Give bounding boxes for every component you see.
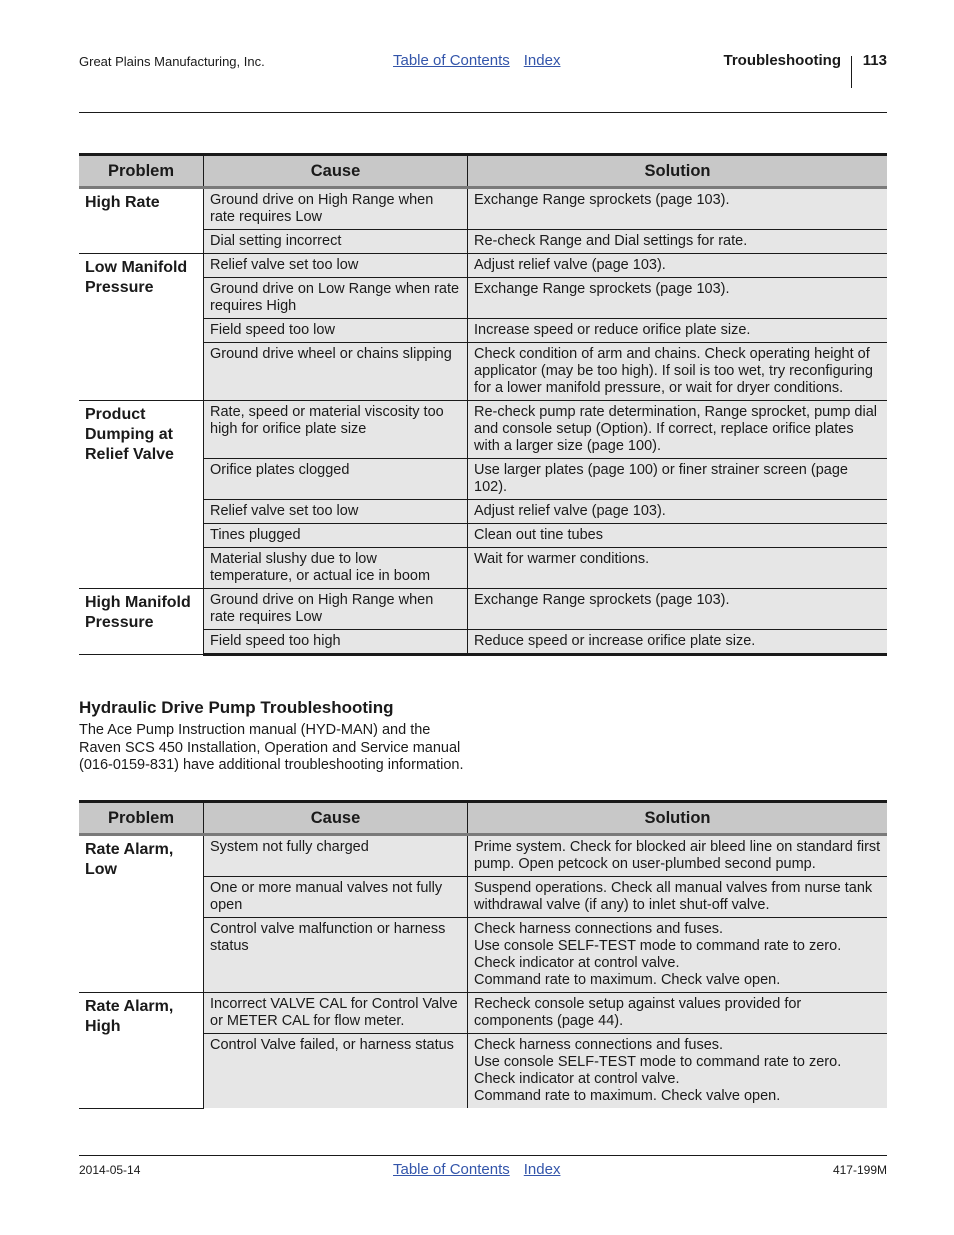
cause-cell: Relief valve set too low — [204, 500, 468, 524]
header-solution: Solution — [468, 155, 888, 188]
cause-cell: Control valve malfunction or harness status — [204, 918, 468, 993]
solution-cell: Use larger plates (page 100) or finer strainer screen (page 102). — [468, 459, 888, 500]
cause-cell: Dial setting incorrect — [204, 230, 468, 254]
problem-cell: High Rate — [79, 188, 204, 254]
document-number: 417-199M — [832, 1163, 887, 1177]
header-cause: Cause — [204, 155, 468, 188]
problem-cell: Rate Alarm, Low — [79, 835, 204, 993]
footer-nav — [393, 1161, 574, 1178]
solution-cell: Check condition of arm and chains. Check operating height of applicator (may be too high). If soil is too wet, try reconfiguring for a lower manifold pressure, or wait for dryer conditions. — [468, 343, 888, 401]
table-row — [79, 188, 887, 230]
solution-cell: Re-check Range and Dial settings for rate. — [468, 230, 888, 254]
table-row — [79, 254, 887, 278]
cause-cell: Ground drive on Low Range when rate requires High — [204, 278, 468, 319]
table-row — [79, 401, 887, 459]
solution-cell: Wait for warmer conditions. — [468, 548, 888, 589]
section-title: Troubleshooting — [723, 52, 841, 69]
table-header-row — [79, 155, 887, 188]
cause-cell: Ground drive wheel or chains slipping — [204, 343, 468, 401]
cause-cell: Field speed too high — [204, 630, 468, 655]
cause-cell: Material slushy due to low temperature, or actual ice in boom — [204, 548, 468, 589]
solution-line: Use console SELF-TEST mode to command rate to zero. — [474, 1054, 842, 1070]
solution-cell: Increase speed or reduce orifice plate size. — [468, 319, 888, 343]
solution-line: Check indicator at control valve. — [474, 955, 680, 971]
solution-line: Check harness connections and fuses. — [474, 921, 724, 937]
solution-line: Command rate to maximum. Check valve open. — [474, 972, 781, 988]
table-header-row — [79, 802, 887, 835]
header-problem: Problem — [79, 802, 204, 835]
header-cause: Cause — [204, 802, 468, 835]
cause-cell: Control Valve failed, or harness status — [204, 1034, 468, 1109]
solution-cell: Reduce speed or increase orifice plate size. — [468, 630, 888, 655]
index-link[interactable]: Index — [523, 52, 561, 69]
problem-cell: Rate Alarm, High — [79, 993, 204, 1109]
cause-cell: Tines plugged — [204, 524, 468, 548]
solution-cell — [468, 918, 888, 993]
troubleshooting-table-2 — [79, 800, 887, 1109]
header-rule — [79, 112, 887, 113]
problem-cell: Low Manifold Pressure — [79, 254, 204, 401]
footer-index-link[interactable]: Index — [523, 1161, 561, 1178]
cause-cell: Rate, speed or material viscosity too high for orifice plate size — [204, 401, 468, 459]
solution-cell — [468, 835, 888, 877]
footer-date: 2014-05-14 — [79, 1163, 141, 1177]
toc-link[interactable]: Table of Contents — [393, 52, 510, 69]
section-paragraph: The Ace Pump Instruction manual (HYD-MAN) and the Raven SCS 450 Installation, Operation and Service manual (016-0159-831) have additional troubleshooting information. — [79, 722, 464, 773]
solution-line: Command rate to maximum. Check valve open. — [474, 1088, 781, 1104]
solution-cell — [468, 877, 888, 918]
cause-cell: Incorrect VALVE CAL for Control Valve or METER CAL for flow meter. — [204, 993, 468, 1034]
solution-cell: Adjust relief valve (page 103). — [468, 254, 888, 278]
solution-line: Check harness connections and fuses. — [474, 1037, 724, 1053]
solution-line: Check indicator at control valve. — [474, 1071, 680, 1087]
header-nav — [393, 52, 574, 69]
cause-cell: One or more manual valves not fully open — [204, 877, 468, 918]
header-problem: Problem — [79, 155, 204, 188]
solution-cell: Clean out tine tubes — [468, 524, 888, 548]
table-row — [79, 589, 887, 630]
page-header — [79, 50, 887, 90]
cause-cell: Orifice plates clogged — [204, 459, 468, 500]
problem-cell: High Manifold Pressure — [79, 589, 204, 655]
solution-line: Suspend operations. Check all manual valves from nurse tank withdrawal valve (if any) to inlet shut-off valve. — [474, 880, 873, 913]
page-number: 113 — [862, 52, 887, 69]
solution-cell: Re-check pump rate determination, Range sprocket, pump dial and console setup (Option). If correct, replace orifice plates with a larger size (page 100). — [468, 401, 888, 459]
cause-cell: Ground drive on High Range when rate requires Low — [204, 188, 468, 230]
company-name: Great Plains Manufacturing, Inc. — [79, 54, 265, 69]
footer-toc-link[interactable]: Table of Contents — [393, 1161, 510, 1178]
header-divider — [851, 56, 852, 88]
solution-cell — [468, 993, 888, 1034]
header-solution: Solution — [468, 802, 888, 835]
cause-cell: Field speed too low — [204, 319, 468, 343]
solution-cell: Exchange Range sprockets (page 103). — [468, 589, 888, 630]
solution-cell: Adjust relief valve (page 103). — [468, 500, 888, 524]
section-heading: Hydraulic Drive Pump Troubleshooting — [79, 698, 394, 717]
table-row — [79, 993, 887, 1034]
solution-cell: Exchange Range sprockets (page 103). — [468, 188, 888, 230]
troubleshooting-table-1 — [79, 153, 887, 656]
cause-cell: System not fully charged — [204, 835, 468, 877]
solution-cell: Exchange Range sprockets (page 103). — [468, 278, 888, 319]
solution-line: Prime system. Check for blocked air bleed line on standard first pump. Open petcock on user-plumbed second pump. — [474, 839, 881, 872]
solution-cell — [468, 1034, 888, 1109]
cause-cell: Ground drive on High Range when rate requires Low — [204, 589, 468, 630]
problem-cell: Product Dumping at Relief Valve — [79, 401, 204, 589]
solution-line: Recheck console setup against values provided for components (page 44). — [474, 996, 802, 1029]
table-row — [79, 835, 887, 877]
solution-line: Use console SELF-TEST mode to command rate to zero. — [474, 938, 842, 954]
footer-rule — [79, 1155, 887, 1156]
cause-cell: Relief valve set too low — [204, 254, 468, 278]
